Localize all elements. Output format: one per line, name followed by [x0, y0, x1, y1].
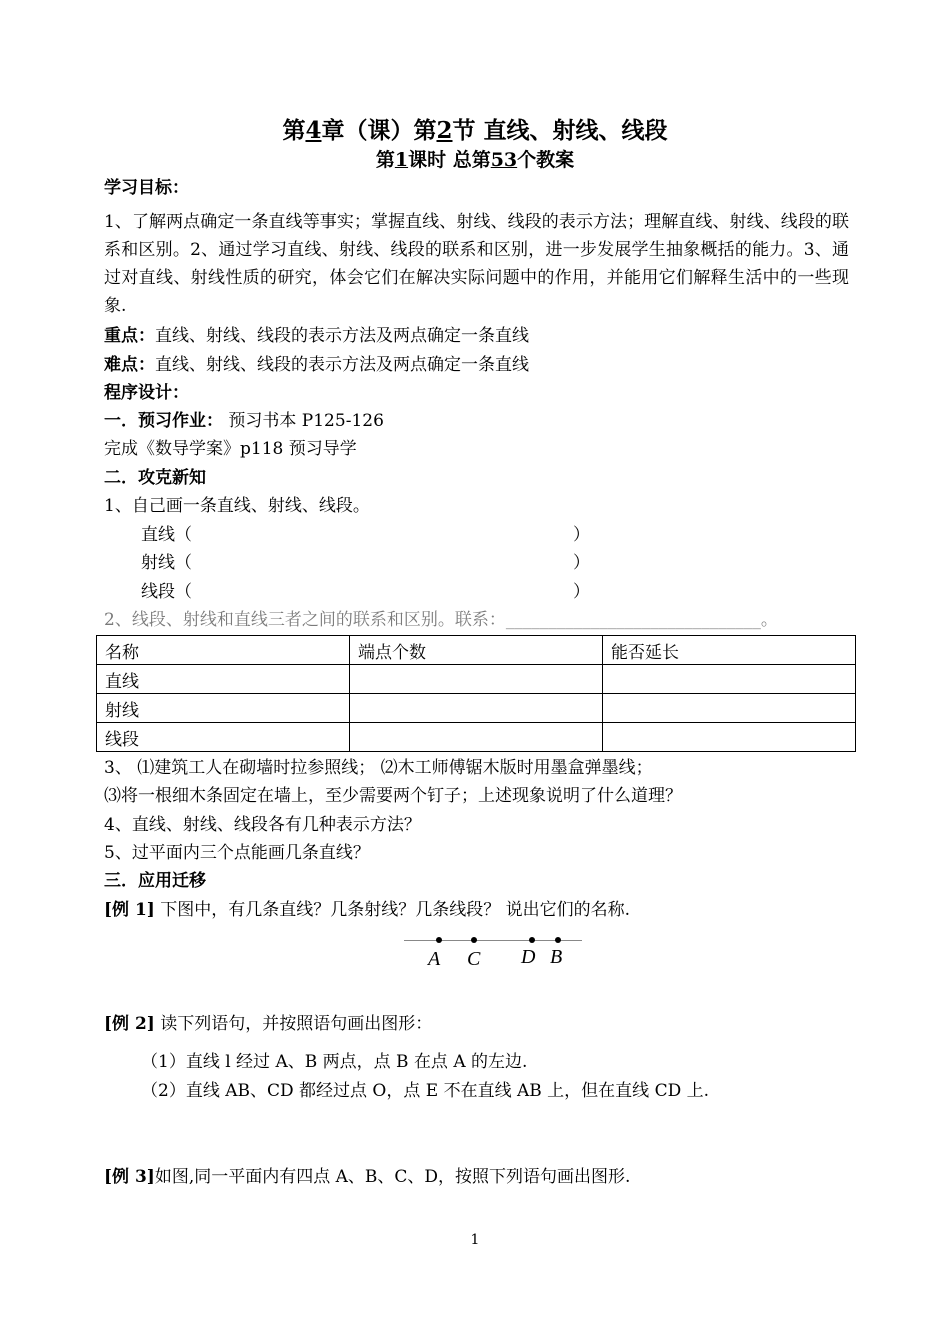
example-1-label: [例 1]: [104, 900, 155, 920]
question-2-end: 。: [760, 610, 778, 630]
example-2: [104, 1010, 432, 1038]
table-cell: [603, 665, 856, 694]
example-2-item: （1）直线 l 经过 A、B 两点，点 B 在点 A 的左边.: [141, 1052, 528, 1072]
blank-segment-label: 线段（: [141, 582, 192, 602]
title-mid: 章（课）第: [321, 117, 437, 144]
page-number: 1: [470, 1232, 480, 1248]
table-row: [97, 694, 856, 723]
points-figure: [404, 930, 584, 980]
lesson-number: 1: [394, 149, 409, 171]
question-2-text: 2、线段、射线和直线三者之间的联系和区别。联系：: [104, 610, 506, 630]
subtitle-prefix: 第: [375, 149, 395, 171]
example-3-text: 如图,同一平面内有四点 A、B、C、D，按照下列语句画出图形.: [154, 1167, 631, 1187]
point-label-b: B: [550, 946, 563, 968]
plan-number: 53: [490, 149, 518, 171]
key-point: [104, 322, 529, 350]
question-3a: 3、 ⑴建筑工人在砌墙时拉参照线； ⑵木工师傅锯木版时用墨盒弹墨线；: [104, 758, 653, 778]
point-label-a: A: [428, 948, 441, 970]
blank-segment-close: ）: [573, 582, 590, 602]
table-cell: [350, 694, 603, 723]
section2-heading: 二．攻克新知: [104, 468, 206, 488]
blank-line-close: ）: [573, 525, 590, 545]
page-title: [0, 112, 950, 145]
question-5: 5、过平面内三个点能画几条直线？: [104, 843, 370, 863]
question-1: 1、自己画一条直线、射线、线段。: [104, 496, 370, 516]
table-cell: [603, 723, 856, 752]
example-2-label: [例 2]: [104, 1014, 155, 1034]
point-label-d: D: [521, 946, 536, 968]
table-cell: 射线: [97, 694, 350, 723]
example-3-label: [例 3]: [104, 1167, 155, 1187]
chapter-number: 4: [305, 117, 322, 144]
question-3b: ⑶将一根细木条固定在墙上，至少需要两个钉子；上述现象说明了什么道理？: [104, 786, 682, 806]
table-cell: [603, 694, 856, 723]
objectives-text: 1、了解两点确定一条直线等事实；掌握直线、射线、线段的表示方法；理解直线、射线、线段的联系和区别。2、通过学习直线、射线、线段的联系和区别，进一步发展学生抽象概括的能力。3、通过对直线、射线性质的研究，体会它们在解决实际问题中的作用，并能用它们解释生活中的一些现象.: [104, 212, 849, 316]
example-3: [104, 1163, 630, 1191]
point-b: [555, 937, 561, 943]
section1-text: 预习书本 P125-126: [223, 411, 384, 431]
difficulty-text: 直线、射线、线段的表示方法及两点确定一条直线: [155, 355, 529, 375]
comparison-table: [96, 635, 856, 752]
blank-ray-close: ）: [573, 553, 590, 573]
question-2: [104, 606, 778, 634]
point-a: [436, 937, 442, 943]
page-subtitle: [0, 145, 950, 172]
table-cell: 直线: [97, 665, 350, 694]
table-header-row: [97, 636, 856, 665]
example-2-text: 读下列语句，并按照语句画出图形：: [154, 1014, 433, 1034]
table-header-cell: 名称: [97, 636, 350, 665]
example-1-text: 下图中，有几条直线？几条射线？几条线段？ 说出它们的名称.: [154, 900, 631, 920]
example-1: [104, 896, 630, 924]
table-cell: 线段: [97, 723, 350, 752]
program-label: 程序设计：: [104, 383, 189, 403]
question-4: 4、直线、射线、线段各有几种表示方法？: [104, 815, 421, 835]
subtitle-suffix: 个教案: [517, 149, 575, 171]
point-d: [529, 937, 535, 943]
section1-line2: 完成《数导学案》p118 预习导学: [104, 439, 357, 459]
point-label-c: C: [467, 948, 481, 970]
section-number: 2: [436, 117, 453, 144]
table-row: [97, 665, 856, 694]
table-row: [97, 723, 856, 752]
key-point-text: 直线、射线、线段的表示方法及两点确定一条直线: [155, 326, 529, 346]
section1-line1: [104, 407, 384, 435]
blank-line-label: 直线（: [141, 525, 192, 545]
point-c: [471, 937, 477, 943]
objectives-label: 学习目标：: [104, 178, 189, 198]
difficulty: [104, 351, 529, 379]
key-point-label: 重点：: [104, 326, 155, 346]
title-suffix: 节 直线、射线、线段: [452, 117, 668, 144]
table-cell: [350, 665, 603, 694]
title-prefix: 第: [282, 117, 306, 144]
section3-heading: 三．应用迁移: [104, 871, 206, 891]
section1-heading: 一．预习作业：: [104, 411, 223, 431]
subtitle-mid: 课时 总第: [408, 149, 491, 171]
difficulty-label: 难点：: [104, 355, 155, 375]
table-header-cell: 能否延长: [603, 636, 856, 665]
blank-ray-label: 射线（: [141, 553, 192, 573]
table-cell: [350, 723, 603, 752]
table-header-cell: 端点个数: [350, 636, 603, 665]
example-2-item: （2）直线 AB、CD 都经过点 O，点 E 不在直线 AB 上，但在直线 CD 上.: [141, 1081, 710, 1101]
question-2-blank: ______________________________: [505, 610, 761, 630]
